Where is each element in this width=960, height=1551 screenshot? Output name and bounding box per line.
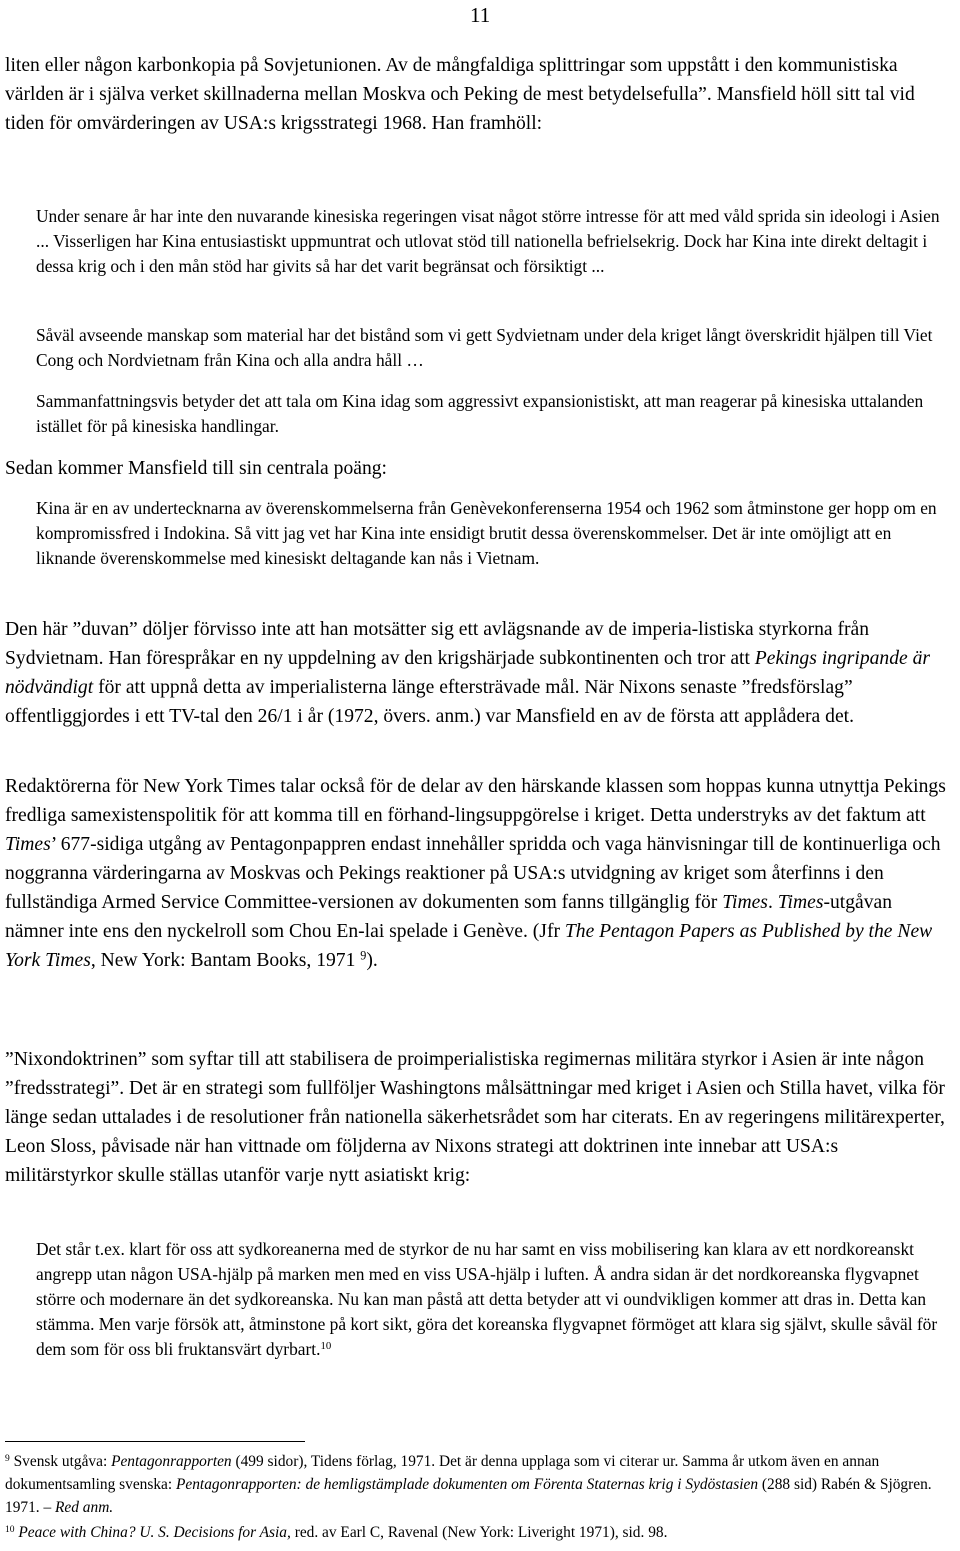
footnote-10-italic-b: Peace with China? U. S. Decisions for Asia, <box>18 1524 291 1541</box>
footnote-9-number: 9 <box>5 1452 10 1464</box>
footnote-10 <box>5 1521 950 1544</box>
quote-1: Under senare år har inte den nuvarande kinesiska regeringen visat något större intresse för att med våld sprida sin ideologi i Asien ... Visserligen har Kina entusiastiskt uppmuntrat och utlovat stöd till nationella befrielsekrig. Dock har Kina inte direkt deltagit i dessa krig och i den mån stöd har givits så har det varit begränsat och försiktigt ... <box>36 206 940 276</box>
paragraph-5: ”Nixondoktrinen” som syftar till att stabilisera de proimperialistiska regimernas militära styrkor i Asien är inte någon ”fredsstrategi”. Det är en strategi som fullföljer Washingtons målsättningar med kriget i Asien och Stilla havet, vilka för länge sedan uttalades i de resolutioner från nationella säkerhetsrådet som har citerats. En av regeringens militärexperter, Leon Sloss, påvisade när han vittnade om följderna av Nixons strategi att doktrinen inte innebar att USA:s militärstyrkor skulle ställas utanför varje nytt asiatiskt krig: <box>5 1049 945 1186</box>
times-italic-1: Times <box>5 834 51 855</box>
paragraph-2: Sedan kommer Mansfield till sin centrala poäng: <box>5 458 387 479</box>
footnote-ref-9[interactable]: 9 <box>360 948 367 963</box>
pentagon-papers-title: The Pentagon Papers as Published by the New York Times <box>5 921 933 971</box>
footnote-9-italic-f: Red anm. <box>55 1499 114 1516</box>
paragraph-4-text-j: ). <box>366 950 378 971</box>
quote-3: Sammanfattningsvis betyder det att tala om Kina idag som aggressivt expansionistiskt, att man reagerar på kinesiska uttalanden istället för på kinesiska handlingar. <box>36 391 924 436</box>
footnote-9-text-c: (499 sidor), Tidens förlag, 1971. Det är denna upplaga som vi citerar ur. Samma år utkom även en annan dokumentsamling svenska: <box>5 1453 880 1493</box>
paragraph-4-text-g: -utgåvan nämner inte ens den nyckelroll som Chou En-lai spelade i Genève. (Jfr <box>5 892 893 942</box>
footnote-ref-10[interactable]: 10 <box>320 1340 332 1353</box>
paragraph-4-text-e: . <box>767 892 778 913</box>
paragraph-3 <box>5 615 950 731</box>
quote-2: Såväl avseende manskap som material har det bistånd som vi gett Sydvietnam under dela kriget långt överskridit hjälpen till Viet Cong och Nordvietnam från Kina och alla andra håll … <box>36 325 933 370</box>
footnote-10-number: 10 <box>5 1523 15 1535</box>
footnote-9-italic-d: Pentagonrapporten: de hemligstämplade dokumenten om Förenta Staternas krig i Sydöstasien <box>176 1476 759 1493</box>
paragraph-3-text-c: för att uppnå detta av imperialisterna länge eftersträvade mål. När Nixons senaste ”fredsförslag” offentliggjordes i ett TV-tal den 26/1 i år (1972, övers. anm.) var Mansfield en av de första att applådera det. <box>5 677 854 727</box>
paragraph-1: liten eller någon karbonkopia på Sovjetunionen. Av de mångfaldiga splittringar som uppstått i den kommunistiska världen är i själva verket skillnaderna mellan Moskva och Peking de mest betydelsefulla”. Mansfield höll sitt tal vid tiden för omvärderingen av USA:s krigsstrategi 1968. Han framhöll: <box>5 55 915 134</box>
quote-5-text: Det står t.ex. klart för oss att sydkoreanerna med de styrkor de nu har samt en viss mobilisering kan klara av ett nordkoreanskt angrepp utan någon USA-hjälp på marken men med en viss USA-hjälp i luften. Å andra sidan är det nordkoreanska flygvapnet större och modernare än det sydkoreanska. Nu kan man påstå att detta betyder att vi oundvikligen kommer att dras in. Detta kan stämma. Men varje försök att, åtminstone på kort sikt, göra det koreanska flygvapnet förmöget att klara sig självt, skulle såväl för dem som för oss bli fruktansvärt dyrbart. <box>36 1239 938 1359</box>
quote-4: Kina är en av undertecknarna av överenskommelserna från Genèvekonferenserna 1954 och 1962 som åtminstone ger hopp om en kompromissfred i Indokina. Så vitt jag vet har Kina inte ensidigt brutit dessa överenskommelser. Det är inte omöjligt att en liknande överenskommelse med kinesiskt deltagande kan nås i Vietnam. <box>36 498 937 568</box>
footnote-divider <box>5 1441 305 1442</box>
page-number: 11 <box>470 3 491 27</box>
footnote-9-italic-b: Pentagonrapporten <box>111 1453 232 1470</box>
times-italic-3: Times <box>777 892 824 913</box>
quote-5 <box>36 1237 954 1362</box>
paragraph-4-text-i: , New York: Bantam Books, 1971 <box>90 950 361 971</box>
footnote-9-text-a: Svensk utgåva: <box>9 1453 112 1470</box>
paragraph-4-text-a: Redaktörerna för New York Times talar också för de delar av den härskande klassen som hoppas kunna utnyttja Pekings fredliga samexistenspolitik för att komma till en förhand-lingsuppgörelse i kriget. Detta understryks av det faktum att <box>5 776 946 826</box>
footnote-10-text-c: red. av Earl C, Ravenal (New York: Liveright 1971), sid. 98. <box>290 1524 668 1541</box>
footnote-9-text-e: (288 sid) Rabén & Sjögren. 1971. – <box>5 1476 932 1516</box>
times-italic-2: Times <box>722 892 768 913</box>
paragraph-3-text-a: Den här ”duvan” döljer förvisso inte att han motsätter sig ett avlägsnande av de imperia-listiska styrkorna från Sydvietnam. Han förespråkar en ny uppdelning av den krigshärjade subkontinenten och tror att <box>5 619 870 669</box>
footnote-9 <box>5 1450 950 1519</box>
paragraph-3-italic: Pekings ingripande är nödvändigt <box>5 648 931 698</box>
paragraph-4-text-c: ’ 677-sidiga utgång av Pentagonpappren endast innehåller spridda och vaga hänvisningar till de kontinuerliga och noggranna värderingarna av Moskvas och Pekings reaktioner på USA:s utvidgning av kriget som återfinns i den fullständiga Armed Service Committee-versionen av dokumenten som fanns tillgänglig för <box>5 834 941 913</box>
paragraph-4 <box>5 772 950 975</box>
